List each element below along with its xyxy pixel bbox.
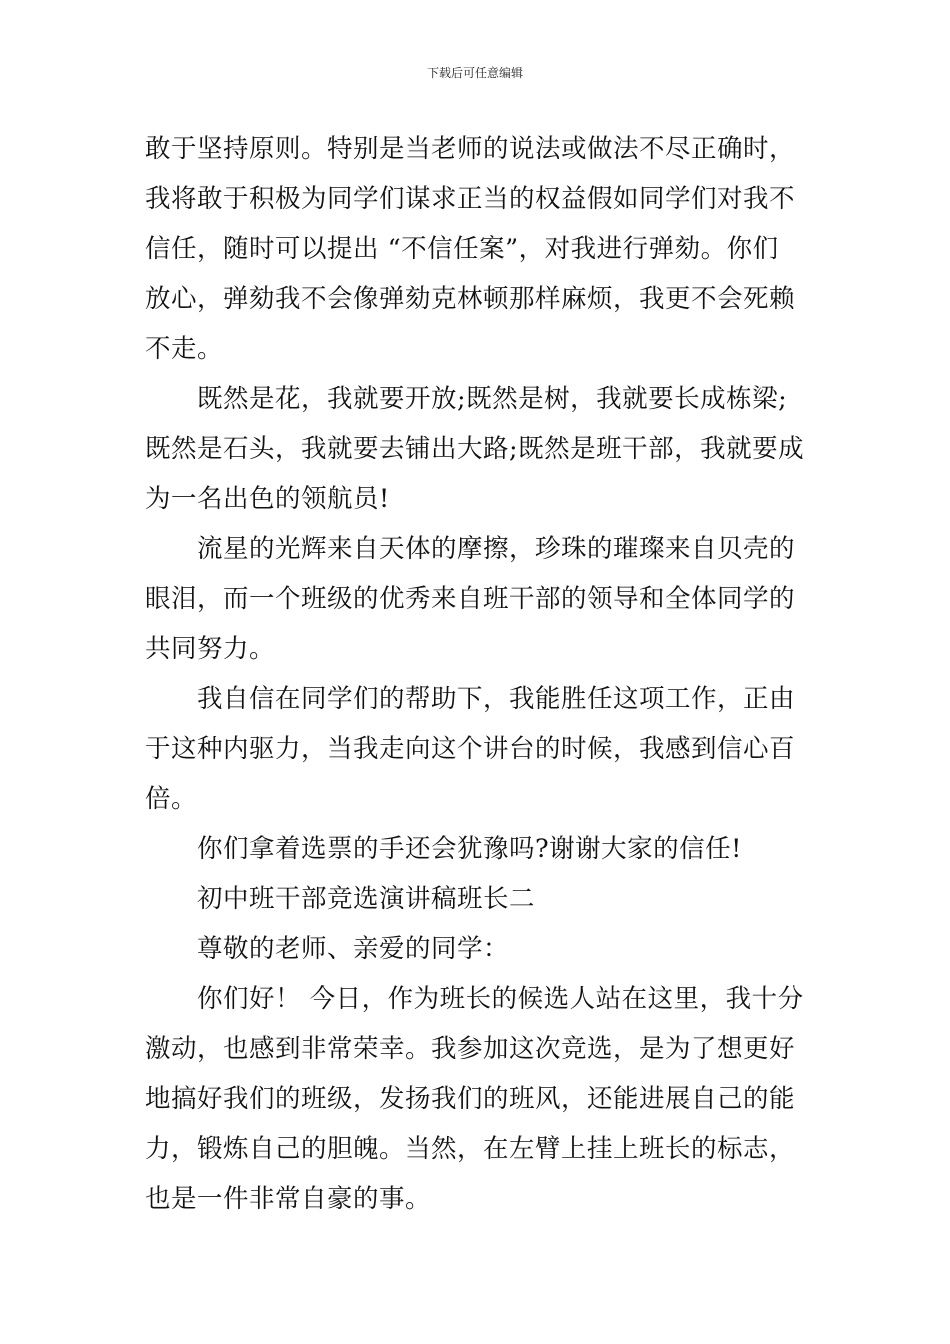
paragraph	[145, 124, 811, 374]
text-line: 也是一件非常自豪的事。	[145, 1184, 432, 1214]
document-body	[145, 124, 811, 1224]
paragraph	[145, 974, 811, 1224]
text-line: 你们好！ 今日，作为班长的候选人站在这里，我十分	[197, 984, 804, 1014]
text-line: 既然是花，我就要开放;既然是树，我就要长成栋梁;	[197, 384, 788, 414]
paragraph	[145, 374, 811, 524]
text-line: 眼泪，而一个班级的优秀来自班干部的领导和全体同学的	[145, 584, 796, 614]
paragraph	[145, 524, 811, 674]
text-line: 尊敬的老师、亲爱的同学：	[197, 934, 510, 964]
text-line: 敢于坚持原则。特别是当老师的说法或做法不尽正确时，	[145, 134, 796, 164]
text-line: 于这种内驱力，当我走向这个讲台的时候，我感到信心百	[145, 734, 796, 764]
page-header: 下载后可任意编辑	[426, 66, 523, 80]
text-line: 流星的光辉来自天体的摩擦，珍珠的璀璨来自贝壳的	[197, 534, 796, 564]
text-line: 你们拿着选票的手还会犹豫吗?谢谢大家的信任!	[197, 834, 742, 864]
text-line: 共同努力。	[145, 634, 276, 664]
text-line: 初中班干部竞选演讲稿班长二	[197, 884, 536, 914]
text-line: 为一名出色的领航员!	[145, 484, 390, 514]
text-line: 地搞好我们的班级，发扬我们的班风，还能进展自己的能	[145, 1084, 796, 1114]
paragraph	[145, 674, 811, 824]
section-heading	[145, 874, 811, 924]
text-line: 激动，也感到非常荣幸。我参加这次竞选，是为了想更好	[145, 1034, 796, 1064]
text-line: 力，锻炼自己的胆魄。当然，在左臂上挂上班长的标志，	[145, 1134, 796, 1164]
text-line: 放心，弹劾我不会像弹劾克林顿那样麻烦，我更不会死赖	[145, 284, 796, 314]
text-line: 我自信在同学们的帮助下，我能胜任这项工作，正由	[197, 684, 796, 714]
text-line: 我将敢于积极为同学们谋求正当的权益假如同学们对我不	[145, 184, 796, 214]
paragraph	[145, 824, 811, 874]
text-line: 不走。	[145, 334, 224, 364]
text-line: 倍。	[145, 784, 198, 814]
text-line: 既然是石头，我就要去铺出大路;既然是班干部，我就要成	[145, 434, 805, 464]
salutation	[145, 924, 811, 974]
text-line: 信任，随时可以提出 “不信任案”，对我进行弹劾。你们	[145, 234, 779, 264]
